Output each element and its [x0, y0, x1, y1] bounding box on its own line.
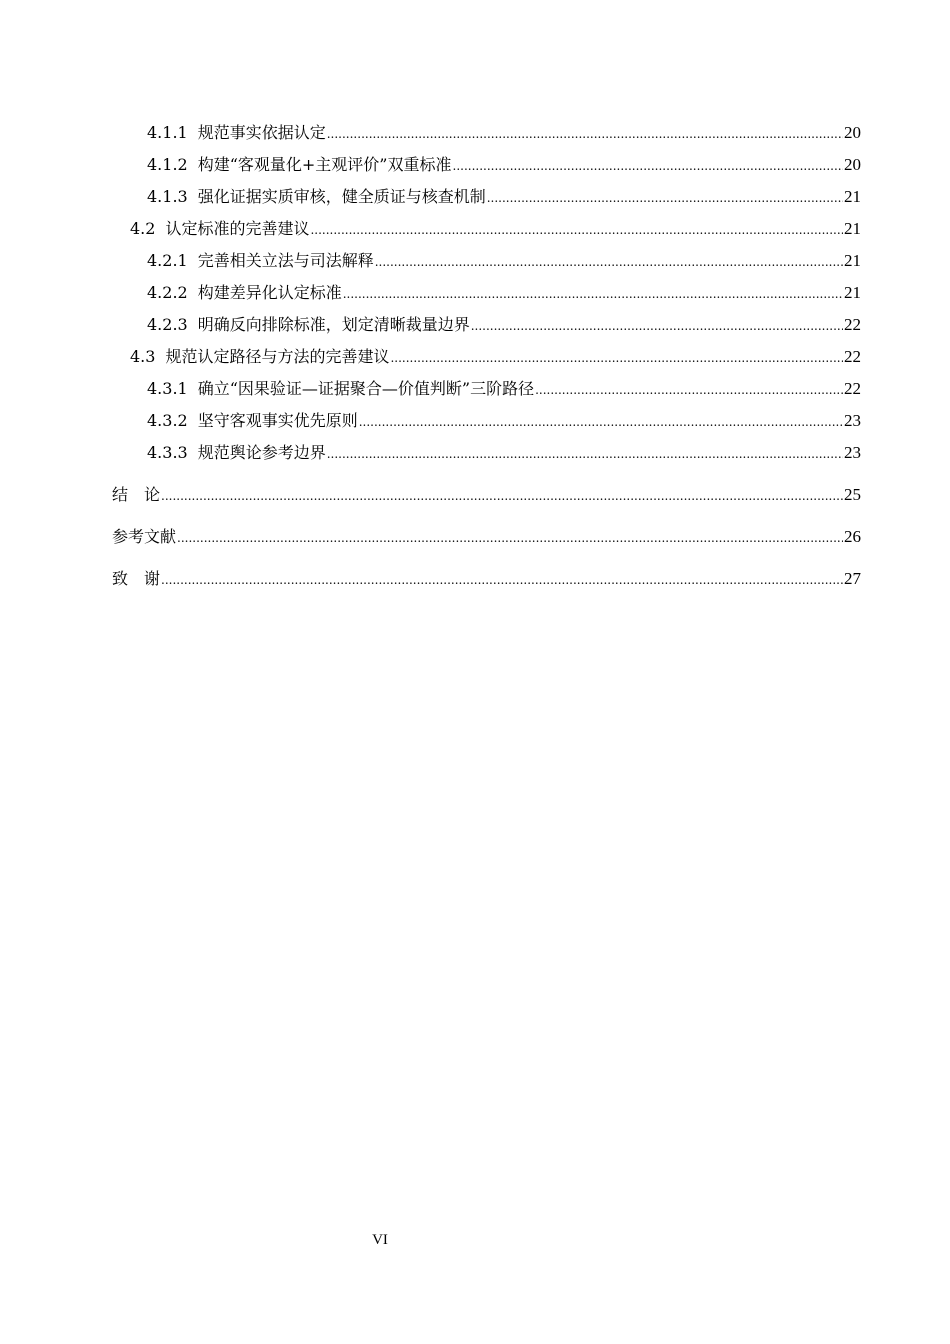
toc-entry-page: 23	[844, 411, 861, 430]
toc-entry-title: 构建“客观量化+主观评价”双重标准	[197, 155, 452, 174]
toc-entry[interactable]	[112, 437, 861, 469]
toc-entry-number: 4.1.1	[147, 123, 188, 142]
toc-entry-page: 26	[844, 527, 861, 546]
toc-entry-page: 22	[844, 347, 861, 366]
toc-entry[interactable]	[112, 149, 861, 181]
toc-entry-number: 4.3	[130, 347, 156, 366]
toc-entry-number: 4.2.3	[147, 315, 188, 334]
toc-entry-title: 完善相关立法与司法解释	[197, 251, 374, 270]
toc-entry-number: 4.1.3	[147, 187, 188, 206]
table-of-contents	[112, 117, 861, 595]
toc-leader-dots	[453, 150, 844, 182]
toc-entry-title: 明确反向排除标准，划定清晰裁量边界	[197, 315, 470, 334]
page-number-footer: VI	[372, 1232, 388, 1248]
toc-entry[interactable]	[112, 277, 861, 309]
toc-leader-dots	[359, 406, 843, 438]
toc-entry-page: 25	[844, 485, 861, 504]
toc-leader-dots	[161, 480, 843, 512]
toc-leader-dots	[471, 310, 843, 342]
toc-entry-page: 20	[844, 155, 861, 174]
toc-leader-dots	[327, 438, 843, 470]
toc-entry-title: 规范认定路径与方法的完善建议	[165, 347, 390, 366]
toc-entry-title: 强化证据实质审核，健全质证与核查机制	[197, 187, 486, 206]
toc-entry-title: 致 谢	[112, 569, 161, 588]
toc-leader-dots	[487, 182, 843, 214]
toc-entry-title: 参考文献	[112, 527, 177, 546]
toc-entry-title: 坚守客观事实优先原则	[197, 411, 358, 430]
toc-entry[interactable]	[112, 245, 861, 277]
toc-entry-number: 4.3.2	[147, 411, 188, 430]
toc-entry[interactable]	[112, 181, 861, 213]
toc-entry-number: 4.2.1	[147, 251, 188, 270]
toc-entry-title: 确立“因果验证—证据聚合—价值判断”三阶路径	[197, 379, 535, 398]
toc-leader-dots	[161, 564, 843, 596]
toc-entry-number: 4.1.2	[147, 155, 188, 174]
toc-entry[interactable]	[112, 117, 861, 149]
toc-entry-number: 4.3.3	[147, 443, 188, 462]
toc-entry-number: 4.2	[130, 219, 156, 238]
toc-entry-title: 规范舆论参考边界	[197, 443, 326, 462]
toc-entry-title: 认定标准的完善建议	[165, 219, 310, 238]
toc-entry-title: 结 论	[112, 485, 161, 504]
toc-entry-page: 20	[844, 123, 861, 142]
toc-entry[interactable]	[112, 213, 861, 245]
toc-entry-number: 4.3.1	[147, 379, 188, 398]
toc-entry-page: 27	[844, 569, 861, 588]
toc-entry-page: 21	[844, 283, 861, 302]
toc-entry-page: 21	[844, 251, 861, 270]
toc-entry-page: 21	[844, 187, 861, 206]
toc-entry[interactable]	[112, 341, 861, 373]
toc-leader-dots	[535, 374, 843, 406]
toc-entry-page: 23	[844, 443, 861, 462]
toc-leader-dots	[343, 278, 843, 310]
toc-entry[interactable]	[112, 309, 861, 341]
toc-entry[interactable]	[112, 405, 861, 437]
toc-leader-dots	[177, 522, 843, 554]
toc-leader-dots	[327, 118, 843, 150]
toc-entry-title: 构建差异化认定标准	[197, 283, 342, 302]
toc-entry-page: 22	[844, 315, 861, 334]
toc-leader-dots	[310, 214, 843, 246]
toc-entry-page: 22	[844, 379, 861, 398]
toc-entry-acknowledgements[interactable]	[112, 563, 861, 595]
toc-leader-dots	[390, 342, 843, 374]
toc-entry-number: 4.2.2	[147, 283, 188, 302]
toc-leader-dots	[375, 246, 843, 278]
toc-entry[interactable]	[112, 373, 861, 405]
toc-entry-page: 21	[844, 219, 861, 238]
toc-entry-references[interactable]	[112, 521, 861, 553]
toc-entry-title: 规范事实依据认定	[197, 123, 326, 142]
toc-entry-conclusion[interactable]	[112, 479, 861, 511]
